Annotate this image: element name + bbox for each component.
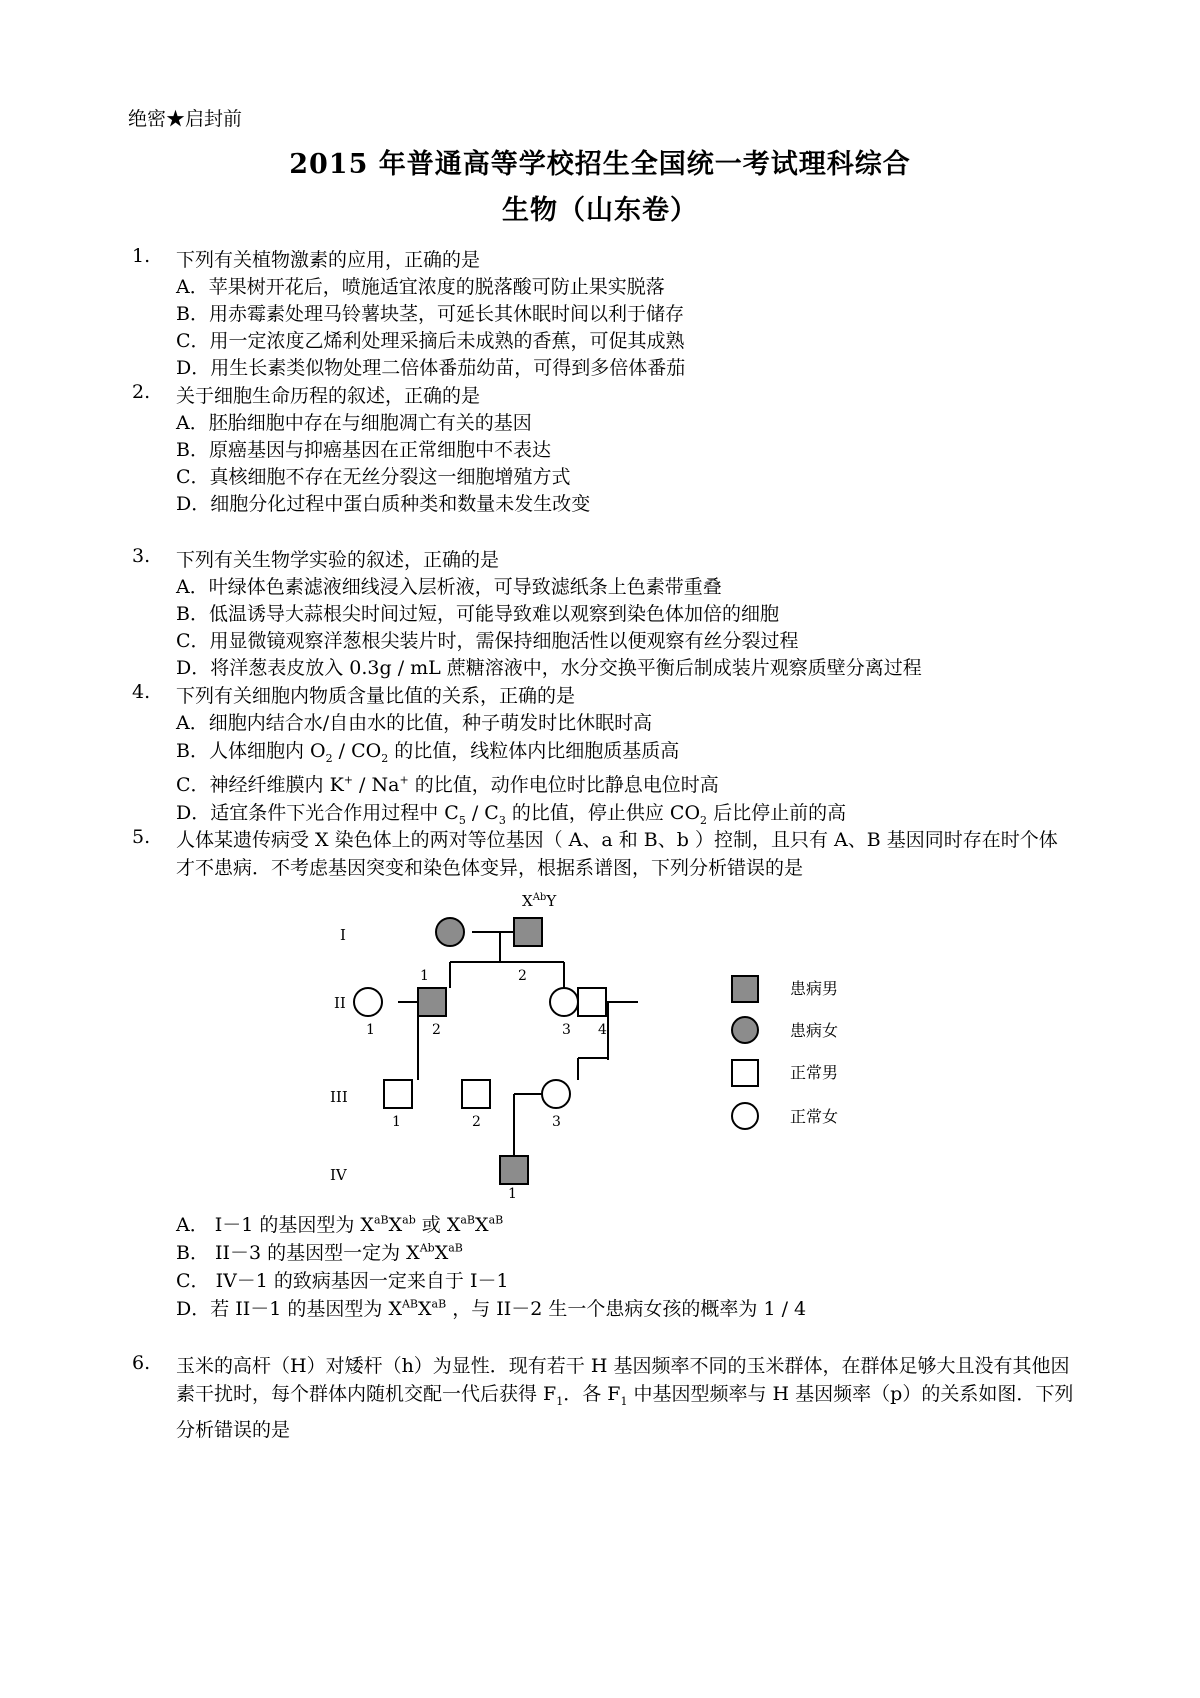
option-b: B．人体细胞内 $O_2 / CO_2$ 的比值，线粒体内比细胞质基质高 <box>176 740 680 765</box>
exam-title: 2015 年普通高等学校招生全国统一考试理科综合 <box>289 149 911 180</box>
option-d: D．细胞分化过程中蛋白质种类和数量未发生改变 <box>176 493 591 515</box>
question-stem: 下列有关细胞内物质含量比值的关系，正确的是 <box>176 685 576 707</box>
id-II3: 3 <box>562 1022 571 1038</box>
id-I1: 1 <box>420 968 429 984</box>
id-III2: 2 <box>472 1114 481 1130</box>
option-d: D．用生长素类似物处理二倍体番茄幼苗，可得到多倍体番茄 <box>176 357 686 379</box>
gen-label-III: III <box>330 1088 348 1106</box>
gen-label-IV: IV <box>330 1166 347 1184</box>
question-stem: 下列有关生物学实验的叙述，正确的是 <box>176 549 500 571</box>
legend-normal-male-symbol <box>732 1060 758 1086</box>
I-2-affected-male <box>514 918 542 946</box>
II-2-affected-male <box>418 988 446 1016</box>
option-b: B． II－3 的基因型一定为 $X^{Ab}X^{aB}$ <box>176 1241 463 1264</box>
question-stem: 人体某遗传病受 X 染色体上的两对等位基因（ A、a 和 B、b ）控制，且只有 A、B 基因同时存在时个体才不患病．不考虑基因突变和染色体变异，根据系谱图，下列分析错误的是 <box>176 829 1058 879</box>
legend-affected-female-symbol <box>732 1017 758 1043</box>
option-c: C． IV－1 的致病基因一定来自于 I－1 <box>176 1270 509 1292</box>
legend-affected-male: 患病男 <box>790 979 839 998</box>
exam-subtitle: 生物（山东卷） <box>502 195 698 226</box>
gen-label-I: I <box>340 926 346 944</box>
option-a: A． I－1 的基因型为 $X^{aB}X^{ab}$ 或 $X^{aB}X^{aB}$ <box>176 1213 504 1236</box>
III-3-normal-female <box>542 1080 570 1108</box>
legend-affected-female: 患病女 <box>790 1021 839 1040</box>
option-c: C．神经纤维膜内 K+ / Na+ 的比值，动作电位时比静息电位时高 <box>176 773 719 796</box>
id-III3: 3 <box>552 1114 561 1130</box>
gen-label-II: II <box>334 994 346 1012</box>
question-number: 5. <box>132 826 151 848</box>
option-c: C．用显微镜观察洋葱根尖装片时，需保持细胞活性以便观察有丝分裂过程 <box>176 630 799 652</box>
id-I2: 2 <box>518 968 527 984</box>
II-4-normal-male <box>578 988 606 1016</box>
option-b: B．用赤霉素处理马铃薯块茎，可延长其休眠时间以利于储存 <box>176 303 684 325</box>
option-a: A．苹果树开花后，喷施适宜浓度的脱落酸可防止果实脱落 <box>176 276 665 298</box>
id-IV1: 1 <box>508 1186 517 1202</box>
legend-normal-female: 正常女 <box>790 1107 839 1126</box>
IV-1-affected-male <box>500 1156 528 1184</box>
question-number: 3. <box>132 545 151 567</box>
option-a: A．胚胎细胞中存在与细胞凋亡有关的基因 <box>176 412 532 434</box>
genotype-label: $X^{Ab}Y$ <box>522 892 557 910</box>
option-d: D．将洋葱表皮放入 0.3g / mL 蔗糖溶液中，水分交换平衡后制成装片观察质壁分离过程 <box>176 657 922 679</box>
question-stem: 关于细胞生命历程的叙述，正确的是 <box>176 385 481 407</box>
I-1-affected-female <box>436 918 464 946</box>
III-1-normal-male <box>384 1080 412 1108</box>
secret-label: 绝密★启封前 <box>128 108 243 130</box>
legend-affected-male-symbol <box>732 976 758 1002</box>
question-number: 4. <box>132 681 151 703</box>
option-d: D．若 II－1 的基因型为 $X^{AB}X^{aB}$ ，与 II－2 生一个患病女孩的概率为 1 / 4 <box>176 1297 807 1320</box>
II-3-normal-female <box>550 988 578 1016</box>
option-d: D．适宜条件下光合作用过程中 $C_5 / C_3$ 的比值，停止供应 $CO_2$ 后比停止前的高 <box>176 802 847 827</box>
id-III1: 1 <box>392 1114 401 1130</box>
question-stem: 下列有关植物激素的应用，正确的是 <box>176 249 481 271</box>
question-number: 6. <box>132 1352 151 1374</box>
option-b: B．低温诱导大蒜根尖时间过短，可能导致难以观察到染色体加倍的细胞 <box>176 603 779 625</box>
option-c: C．用一定浓度乙烯利处理采摘后未成熟的香蕉，可促其成熟 <box>176 330 685 352</box>
III-2-normal-male <box>462 1080 490 1108</box>
option-c: C．真核细胞不存在无丝分裂这一细胞增殖方式 <box>176 466 571 488</box>
question-number: 1. <box>132 245 151 267</box>
id-II1: 1 <box>366 1022 375 1038</box>
option-b: B．原癌基因与抑癌基因在正常细胞中不表达 <box>176 439 551 461</box>
legend-normal-male: 正常男 <box>790 1063 839 1082</box>
option-a: A．细胞内结合水/自由水的比值，种子萌发时比休眠时高 <box>176 712 653 734</box>
question-stem: 玉米的高杆（H）对矮杆（h）为显性．现有若干 H 基因频率不同的玉米群体，在群体足够大且没有其他因素干扰时，每个群体内随机交配一代后获得 $F_1$．各 $F_1$ 中基因型频率与 H 基因频率（p）的关系如图．下列分析错误的是 <box>176 1355 1074 1441</box>
II-1-normal-female <box>354 988 382 1016</box>
question-number: 2. <box>132 381 151 403</box>
option-a: A．叶绿体色素滤液细线浸入层析液，可导致滤纸条上色素带重叠 <box>176 576 722 598</box>
id-II4: 4 <box>598 1022 607 1038</box>
id-II2: 2 <box>432 1022 441 1038</box>
legend-normal-female-symbol <box>732 1103 758 1129</box>
pedigree-chart <box>330 880 900 1202</box>
